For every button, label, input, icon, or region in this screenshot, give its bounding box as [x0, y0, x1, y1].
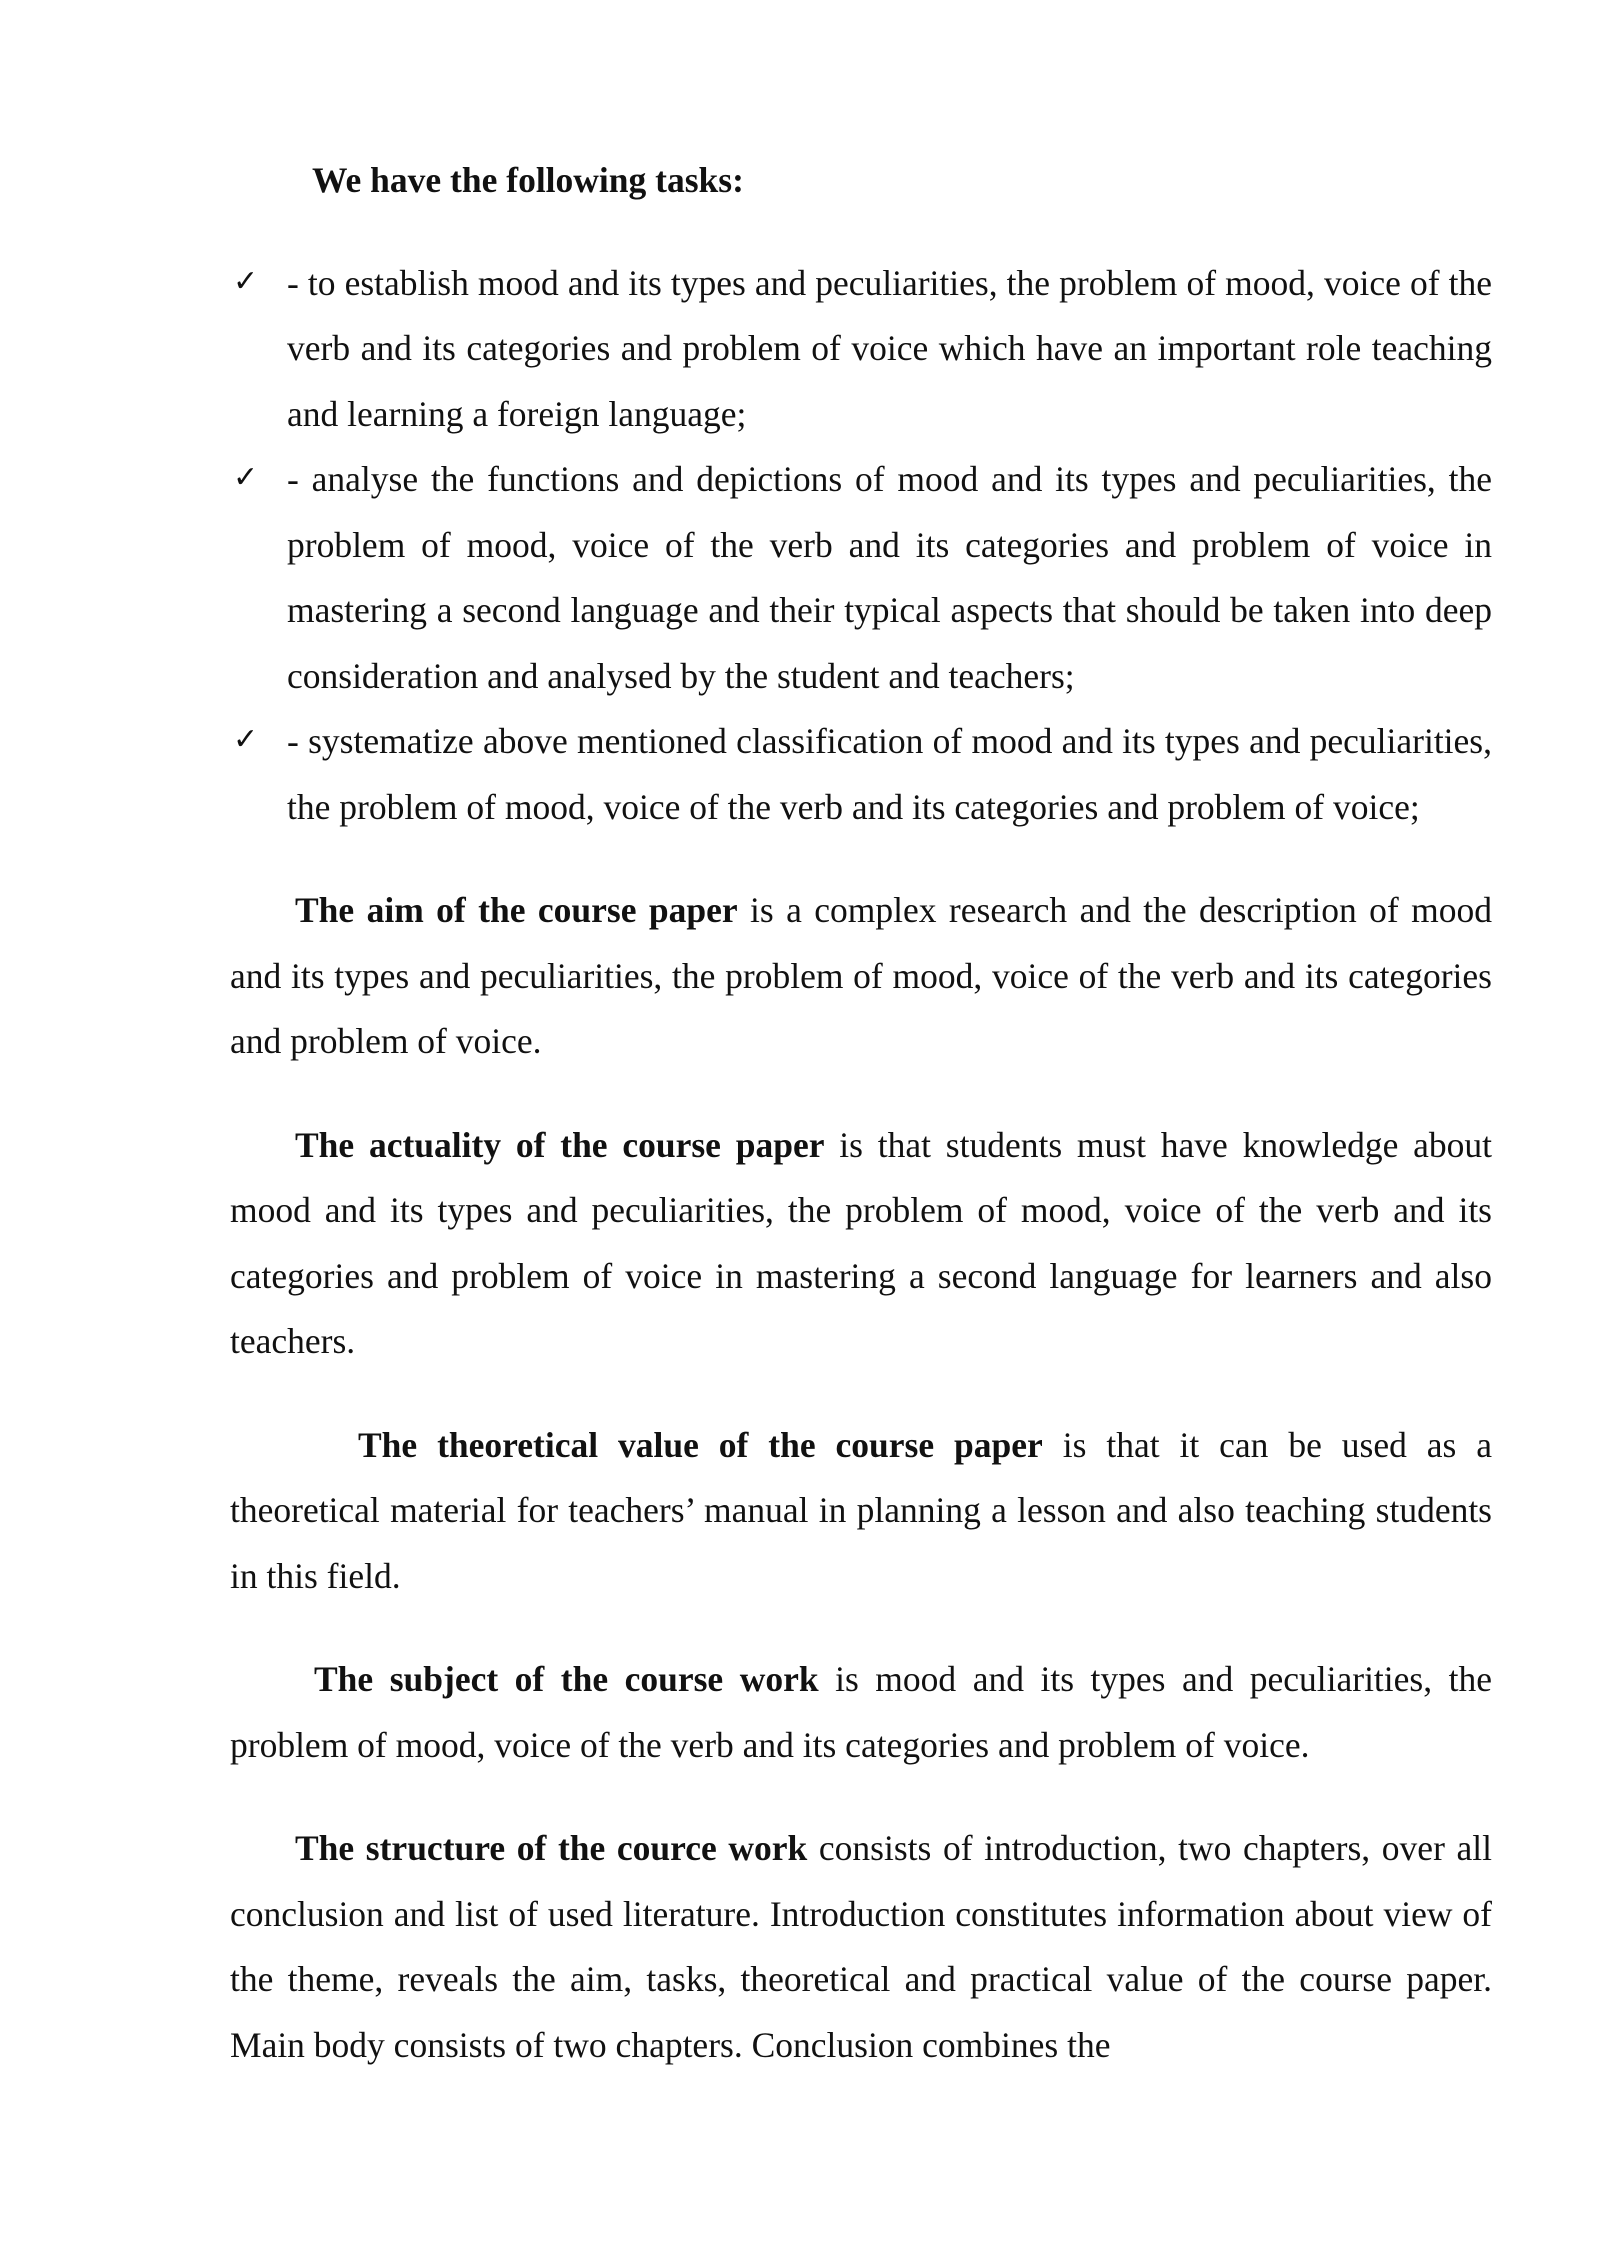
- check-mark-icon: ✓: [233, 263, 259, 299]
- actuality-lead: The actuality of the course paper: [295, 1124, 825, 1165]
- task-item: [230, 709, 1492, 840]
- task-item: [230, 447, 1492, 709]
- aim-text: is a complex research and the description of mood and its types and peculiarities, the problem of mood, voice of the verb and its categories and problem of voice.: [230, 890, 1492, 1061]
- actuality-paragraph: [230, 1113, 1492, 1375]
- structure-text: consists of introduction, two chapters, over all conclusion and list of used literature. Introduction constitutes information about view of the theme, reveals the aim, tasks, theoretical and practical value of the course paper. Main body consists of two chapters. Conclusion combines the: [230, 1828, 1492, 2065]
- aim-lead: The aim of the course paper: [295, 890, 738, 930]
- structure-paragraph: [230, 1816, 1492, 2078]
- actuality-text: is that students must have knowledge about mood and its types and peculiarities, the problem of mood, voice of the verb and its categories and problem of voice in mastering a second language for learners and also teachers.: [230, 1124, 1492, 1361]
- subject-lead: The subject of the course work: [314, 1659, 819, 1699]
- theoretical-value-paragraph: [230, 1413, 1492, 1610]
- check-mark-icon: ✓: [233, 460, 259, 495]
- aim-paragraph: [230, 878, 1492, 1075]
- tasks-heading: We have the following tasks:: [312, 160, 744, 200]
- document-page: [230, 148, 1492, 2116]
- task-list: [230, 251, 1492, 841]
- task-text: - systematize above mentioned classification of mood and its types and peculiarities, the problem of mood, voice of the verb and its categories and problem of voice;: [287, 721, 1492, 827]
- task-text: - to establish mood and its types and peculiarities, the problem of mood, voice of the verb and its categories and problem of voice which have an important role teaching and learning a foreign language;: [287, 262, 1492, 434]
- structure-lead: The structure of the cource work: [295, 1828, 808, 1868]
- check-mark-icon: ✓: [233, 722, 259, 757]
- theoretical-value-text: is that it can be used as a theoretical material for teachers’ manual in planning a lesson and also teaching students in this field.: [230, 1424, 1493, 1596]
- task-item: [230, 251, 1492, 448]
- subject-paragraph: [230, 1647, 1492, 1778]
- subject-text: is mood and its types and peculiarities, the problem of mood, voice of the verb and its categories and problem of voice.: [230, 1659, 1492, 1765]
- theoretical-value-lead: The theoretical value of the course paper: [358, 1424, 1043, 1465]
- task-text: - analyse the functions and depictions of mood and its types and peculiarities, the problem of mood, voice of the verb and its categories and problem of voice in mastering a second language and their typical aspects that should be taken into deep consideration and analysed by the student and teachers;: [287, 459, 1492, 696]
